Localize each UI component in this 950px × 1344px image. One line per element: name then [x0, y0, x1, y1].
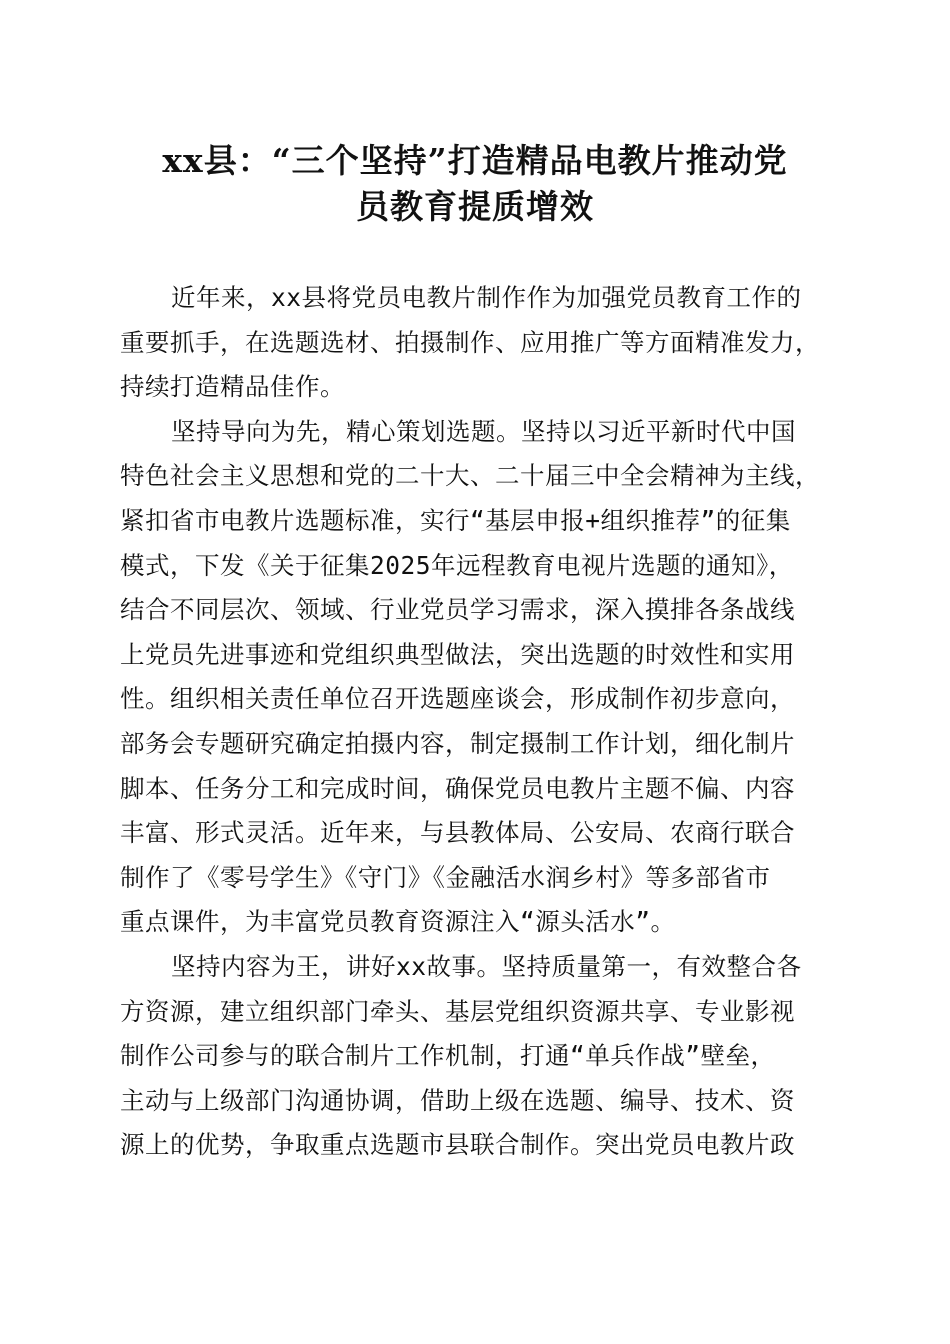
- text-line: 制作公司参与的联合制片工作机制，打通“单兵作战”壁垒，: [120, 1041, 776, 1071]
- text-line: 持续打造精品佳作。: [120, 372, 345, 402]
- text-line: 方资源，建立组织部门牵头、基层党组织资源共享、专业影视: [120, 996, 795, 1026]
- text-line: 重点课件，为丰富党员教育资源注入“源头活水”。: [120, 907, 676, 937]
- title-line: 员教育提质增效: [356, 187, 594, 226]
- text-line: 脚本、任务分工和完成时间，确保党员电教片主题不偏、内容: [120, 773, 795, 803]
- paragraph-intro: [120, 276, 832, 410]
- text-line: 模式，下发《关于征集2025年远程教育电视片选题的通知》，: [120, 550, 794, 580]
- text-line: 紧扣省市电教片选题标准，实行“基层申报+组织推荐”的征集: [120, 505, 791, 535]
- text-line: 源上的优势，争取重点选题市县联合制作。突出党员电教片政: [120, 1130, 795, 1160]
- text-line: 主动与上级部门沟通协调，借助上级在选题、编导、技术、资: [120, 1085, 795, 1115]
- text-line: 结合不同层次、领域、行业党员学习需求，深入摸排各条战线: [120, 595, 795, 625]
- text-line: 上党员先进事迹和党组织典型做法，突出选题的时效性和实用: [120, 639, 795, 669]
- text-line: 近年来，xx县将党员电教片制作作为加强党员教育工作的: [171, 283, 802, 312]
- paragraph-content-quality: [120, 945, 832, 1168]
- title-line: xx县：“三个坚持”打造精品电教片推动党: [162, 141, 788, 180]
- text-line: 制作了《零号学生》《守门》《金融活水润乡村》等多部省市: [120, 862, 771, 892]
- text-line: 重要抓手，在选题选材、拍摄制作、应用推广等方面精准发力，: [120, 327, 820, 357]
- text-line: 部务会专题研究确定拍摄内容，制定摄制工作计划，细化制片: [120, 728, 795, 758]
- text-line: 坚持导向为先，精心策划选题。坚持以习近平新时代中国: [171, 416, 796, 446]
- document-body: [120, 276, 832, 1168]
- text-line: 丰富、形式灵活。近年来，与县教体局、公安局、农商行联合: [120, 818, 795, 848]
- text-line: 性。组织相关责任单位召开选题座谈会，形成制作初步意向，: [120, 684, 795, 714]
- text-line: 特色社会主义思想和党的二十大、二十届三中全会精神为主线，: [120, 461, 820, 491]
- document-title: [120, 138, 830, 230]
- paragraph-topic-planning: [120, 410, 832, 945]
- text-line: 坚持内容为王，讲好xx故事。坚持质量第一，有效整合各: [171, 951, 802, 981]
